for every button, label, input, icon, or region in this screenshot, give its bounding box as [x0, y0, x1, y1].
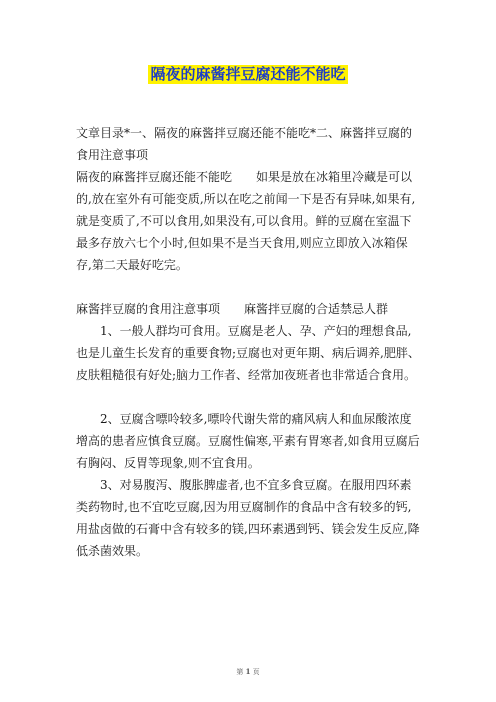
section-2-heading: 麻酱拌豆腐的食用注意事项 — [76, 302, 221, 316]
document-body — [76, 122, 422, 562]
list-item-1: 1、一般人群均可食用。豆腐是老人、孕、产妇的理想食品,也是儿童生长发育的重要食物;豆腐也对更年期、病后调养,肥胖、皮肤粗糙很有好处;脑力工作者、经常加夜班者也非常适合食用。 — [76, 324, 420, 382]
section-2-heading-line — [76, 298, 422, 320]
section-2-subheading: 麻酱拌豆腐的合适禁忌人群 — [244, 302, 389, 316]
section-1-heading: 隔夜的麻酱拌豆腐还能不能吃 — [76, 170, 233, 184]
paragraph-gap — [76, 386, 422, 408]
paragraph-gap — [76, 276, 422, 298]
list-item-3: 3、对易腹泻、腹胀脾虚者,也不宜多食豆腐。在服用四环素类药物时,也不宜吃豆腐,因为用豆腐制作的食品中含有较多的钙,用盐卤做的石膏中含有较多的镁,四环素遇到钙、镁会发生反应,降低杀菌效果。 — [76, 478, 420, 558]
footer-prefix: 第 — [236, 668, 244, 676]
footer-suffix: 页 — [252, 668, 260, 676]
page-number: 1 — [245, 667, 251, 676]
title-block — [0, 64, 496, 84]
list-item-2: 2、豆腐含嘌呤较多,嘌呤代谢失常的痛风病人和血尿酸浓度增高的患者应慎食豆腐。豆腐性偏寒,平素有胃寒者,如食用豆腐后有胸闷、反胃等现象,则不宜食用。 — [76, 412, 420, 470]
document-title: 隔夜的麻酱拌豆腐还能不能吃 — [150, 65, 346, 83]
page-footer — [0, 667, 496, 677]
section-1-paragraph — [76, 166, 422, 276]
section-1-text: 如果是放在冰箱里冷藏是可以的,放在室外有可能变质,所以在吃之前闻一下是否有异味,如果有,就是变质了,不可以食用,如果没有,可以食用。鲜的豆腐在室温下最多存放六七个小时,但如果不是当天食用,则应立即放入冰箱保存,第二天最好吃完。 — [76, 170, 416, 272]
table-of-contents: 文章目录*一、隔夜的麻酱拌豆腐还能不能吃*二、麻酱拌豆腐的食用注意事项 — [76, 126, 413, 162]
